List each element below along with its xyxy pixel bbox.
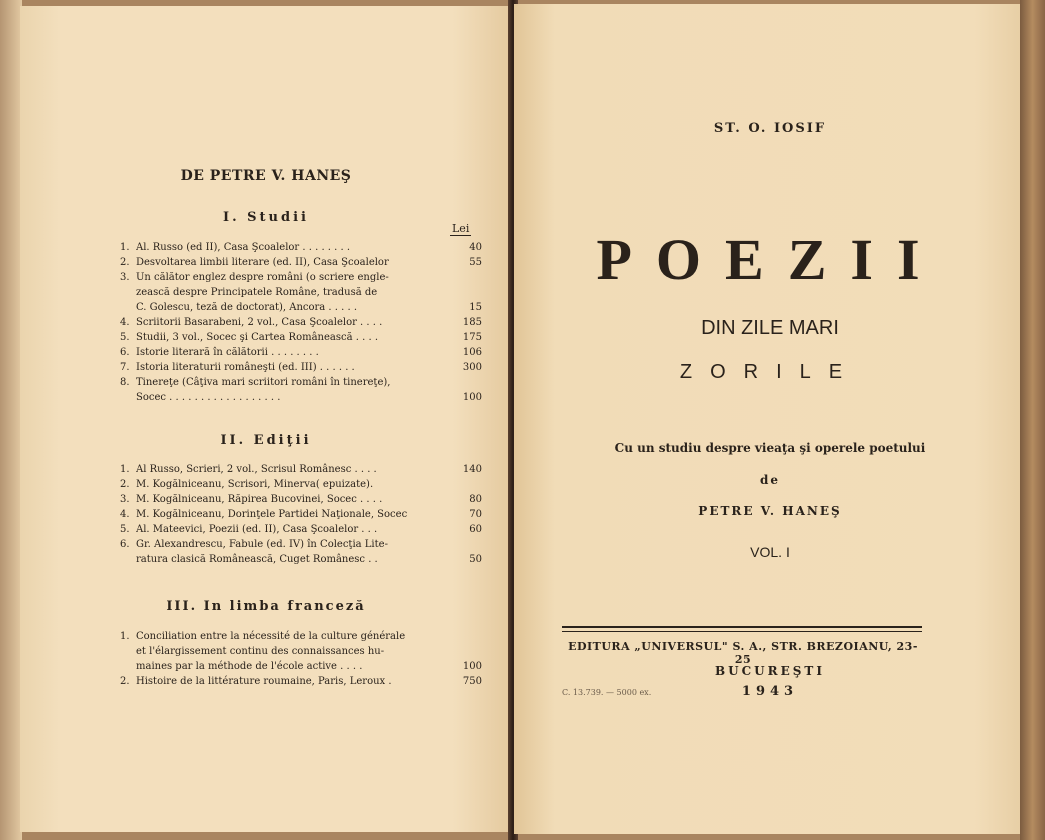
item-text: Scriitorii Basarabeni, 2 vol., Casa Şcoalelor . . . . bbox=[136, 317, 383, 328]
item-text: Studii, 3 vol., Socec şi Cartea Românească . . . . bbox=[136, 332, 378, 343]
item-price: 175 bbox=[462, 332, 482, 343]
item-price bbox=[450, 270, 482, 285]
subtitle-one: DIN ZILE MARI bbox=[701, 317, 839, 339]
franceza-list bbox=[120, 629, 482, 689]
item-text: Desvoltarea limbii literare (ed. II), Casa Şcoalelor bbox=[136, 257, 389, 268]
print-run: C. 13.739. — 5000 ex. bbox=[562, 688, 652, 697]
item-price: 60 bbox=[469, 524, 482, 535]
list-item bbox=[120, 644, 482, 659]
list-item bbox=[120, 462, 482, 477]
item-number bbox=[120, 300, 136, 315]
list-item bbox=[120, 629, 482, 644]
item-number bbox=[120, 552, 136, 567]
item-text: Conciliation entre la nécessité de la culture générale bbox=[136, 631, 406, 642]
item-price: 185 bbox=[462, 317, 482, 328]
item-number: 1. bbox=[120, 631, 130, 642]
item-price: 15 bbox=[469, 302, 482, 313]
study-note: Cu un studiu despre vieaţa şi operele poetului bbox=[614, 441, 926, 455]
list-item bbox=[120, 375, 482, 390]
by-word: de bbox=[759, 473, 781, 487]
item-number: 2. bbox=[120, 257, 130, 268]
list-item bbox=[120, 552, 482, 567]
item-text: ratura clasică Românească, Cuget Românesc . . bbox=[136, 554, 378, 565]
list-item bbox=[120, 507, 482, 522]
item-number: 6. bbox=[120, 347, 130, 358]
list-item bbox=[120, 674, 482, 689]
item-text: Al Russo, Scrieri, 2 vol., Scrisul Românesc . . . . bbox=[136, 464, 377, 475]
item-number: 4. bbox=[120, 509, 130, 520]
list-item bbox=[120, 240, 482, 255]
top-rule-thin bbox=[562, 631, 922, 632]
left-page bbox=[20, 6, 512, 832]
item-number: 5. bbox=[120, 332, 130, 343]
item-price: 750 bbox=[462, 676, 482, 687]
section-franceza-heading: III. In limba franceză bbox=[166, 599, 366, 614]
item-price: 100 bbox=[462, 392, 482, 403]
list-item bbox=[120, 285, 482, 300]
item-number: 1. bbox=[120, 242, 130, 253]
item-text: Al. Russo (ed II), Casa Şcoalelor . . . . . . . . bbox=[136, 242, 351, 253]
item-price: 80 bbox=[469, 494, 482, 505]
study-author: PETRE V. HANEŞ bbox=[698, 504, 842, 518]
list-item bbox=[120, 659, 482, 674]
item-price bbox=[450, 537, 482, 552]
right-page bbox=[514, 4, 1026, 834]
list-item bbox=[120, 270, 482, 285]
list-item bbox=[120, 390, 482, 405]
item-price: 70 bbox=[469, 509, 482, 520]
item-number: 3. bbox=[120, 494, 130, 505]
item-text: C. Golescu, teză de doctorat), Ancora . . . . . bbox=[136, 302, 358, 313]
item-price: 100 bbox=[462, 661, 482, 672]
studii-list bbox=[120, 240, 482, 405]
list-item bbox=[120, 360, 482, 375]
lei-column-header: Lei bbox=[452, 222, 470, 235]
item-number: 2. bbox=[120, 676, 130, 687]
publisher-city: BUCUREŞTI bbox=[715, 664, 825, 678]
item-number: 2. bbox=[120, 479, 130, 490]
list-item bbox=[120, 330, 482, 345]
item-text: maines par la méthode de l'école active . . . . bbox=[136, 661, 363, 672]
book-left-edge bbox=[0, 0, 22, 840]
subtitle-two: ZORILE bbox=[679, 361, 861, 383]
item-price: 300 bbox=[462, 362, 482, 373]
item-number: 6. bbox=[120, 539, 130, 550]
item-text: et l'élargissement continu des connaissances hu- bbox=[136, 646, 385, 657]
item-number bbox=[120, 659, 136, 674]
list-item bbox=[120, 492, 482, 507]
publisher-line: EDITURA „UNIVERSUL" S. A., STR. BREZOIANU, 23-25 bbox=[568, 640, 918, 666]
list-item bbox=[120, 255, 482, 270]
item-text: zească despre Principatele Române, tradusă de bbox=[136, 287, 378, 298]
section-studii-heading: I. Studii bbox=[223, 210, 309, 225]
section-editii-heading: II. Ediţii bbox=[220, 433, 312, 448]
top-rule bbox=[562, 626, 922, 628]
item-text: M. Kogălniceanu, Dorinţele Partidei Naţionale, Socec bbox=[136, 509, 408, 520]
author-name: ST. O. IOSIF bbox=[713, 121, 827, 136]
item-text: M. Kogălniceanu, Răpirea Bucovinei, Socec . . . . bbox=[136, 494, 383, 505]
item-price: 55 bbox=[469, 257, 482, 268]
item-number: 8. bbox=[120, 377, 130, 388]
item-price: 50 bbox=[469, 554, 482, 565]
item-text: Istoria literaturii româneşti (ed. III) . . . . . . bbox=[136, 362, 355, 373]
list-item bbox=[120, 345, 482, 360]
item-price bbox=[450, 477, 482, 492]
item-number bbox=[120, 285, 136, 300]
item-text: Un călător englez despre români (o scriere engle- bbox=[136, 272, 389, 283]
item-number: 3. bbox=[120, 272, 130, 283]
item-number bbox=[120, 390, 136, 405]
item-price bbox=[450, 629, 482, 644]
item-price bbox=[450, 285, 482, 300]
volume-label: VOL. I bbox=[750, 544, 790, 560]
item-number: 5. bbox=[120, 524, 130, 535]
item-text: Tinereţe (Câţiva mari scriitori români în tinereţe), bbox=[136, 377, 391, 388]
book-right-edge bbox=[1020, 0, 1045, 840]
item-text: Al. Mateevici, Poezii (ed. II), Casa Şcoalelor . . . bbox=[136, 524, 378, 535]
item-price bbox=[450, 375, 482, 390]
book-title: POEZII bbox=[596, 227, 944, 292]
item-text: Gr. Alexandrescu, Fabule (ed. IV) în Colecţia Lite- bbox=[136, 539, 388, 550]
list-item bbox=[120, 300, 482, 315]
item-price bbox=[450, 644, 482, 659]
bibliography-title: DE PETRE V. HANEŞ bbox=[180, 168, 352, 184]
item-number: 1. bbox=[120, 464, 130, 475]
item-number: 4. bbox=[120, 317, 130, 328]
item-price: 140 bbox=[462, 464, 482, 475]
list-item bbox=[120, 477, 482, 492]
item-number: 7. bbox=[120, 362, 130, 373]
editii-list bbox=[120, 462, 482, 567]
item-price: 106 bbox=[462, 347, 482, 358]
list-item bbox=[120, 537, 482, 552]
list-item bbox=[120, 315, 482, 330]
list-item bbox=[120, 522, 482, 537]
item-text: Histoire de la littérature roumaine, Paris, Leroux . bbox=[136, 676, 392, 687]
item-price: 40 bbox=[469, 242, 482, 253]
item-text: Socec . . . . . . . . . . . . . . . . . . bbox=[136, 392, 281, 403]
item-text: M. Kogălniceanu, Scrisori, Minerva( epuizate). bbox=[136, 479, 374, 490]
item-number bbox=[120, 644, 136, 659]
publication-year: 1943 bbox=[741, 684, 799, 699]
item-text: Istorie literară în călătorii . . . . . . . . bbox=[136, 347, 319, 358]
